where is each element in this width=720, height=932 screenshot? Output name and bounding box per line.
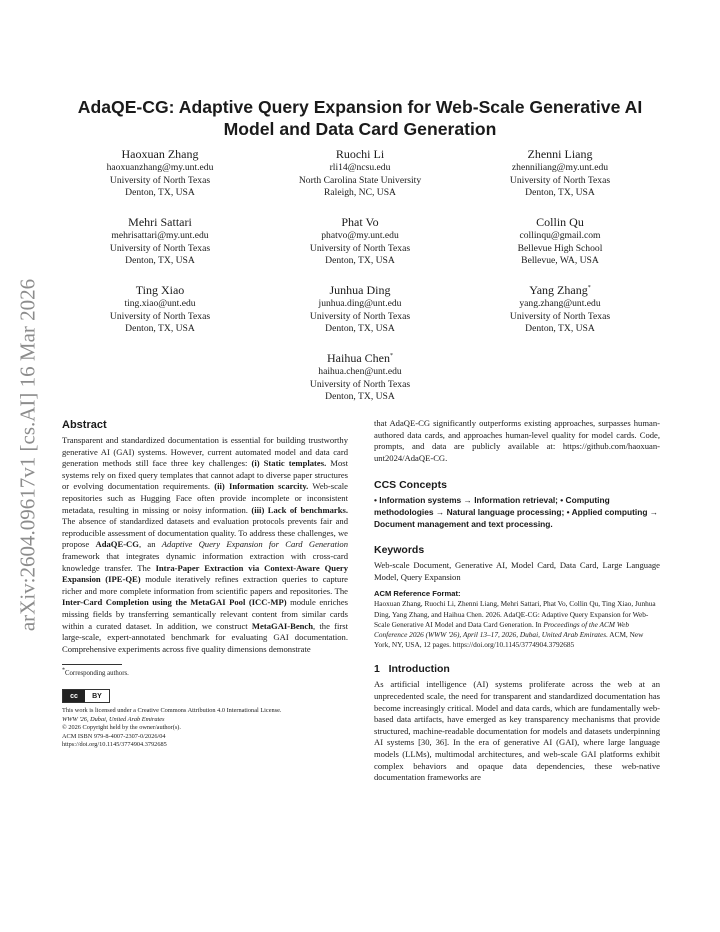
abstract-emphasis: Inter-Card Completion using the MetaGAI Pool (ICC-MP) — [62, 597, 287, 608]
acm-reference-heading: ACM Reference Format: — [374, 589, 461, 599]
author-email[interactable]: phatvo@my.unt.edu — [321, 230, 399, 241]
abstract-emphasis: (iii) Lack of benchmarks. — [251, 504, 348, 515]
license-block — [62, 707, 348, 749]
author-name: Phat Vo — [341, 215, 379, 229]
author-entry — [460, 283, 660, 336]
author-affiliation: University of North Texas — [109, 310, 211, 322]
author-affiliation: University of North Texas — [309, 310, 411, 322]
abstract-emphasis: Intra-Paper Extraction via Context-Aware Query Expansion (IPE-QE) — [62, 562, 348, 585]
abstract-heading: Abstract — [62, 419, 107, 431]
acm-reference-text: Haoxuan Zhang, Ruochi Li, Zhenni Liang, Mehri Sattari, Phat Vo, Collin Qu, Ting Xiao, Junhua Ding, Yang Zhang, and Haihua Chen. 2026. AdaQE-CG: Adaptive Query Expansion for Web-Scale Generative AI Model and Data Card Generation. In Proceedings of the ACM Web Conference 2026 (WWW '26), April 13–17, 2026, Dubai, United Arab Emirates. ACM, New York, NY, USA, 12 pages. https://doi.org/10.1145/3774904.3792685 — [374, 599, 656, 650]
abstract-run: , an — [138, 539, 162, 550]
author-location: Denton, TX, USA — [325, 323, 395, 334]
right-column — [374, 418, 660, 784]
left-column — [62, 418, 348, 749]
author-affiliation: University of North Texas — [109, 174, 211, 186]
author-entry — [460, 147, 660, 200]
author-location: Denton, TX, USA — [325, 391, 395, 402]
corresponding-mark: * — [587, 285, 591, 291]
author-email[interactable]: junhua.ding@unt.edu — [318, 298, 402, 309]
arxiv-identifier — [8, 260, 48, 650]
footnote-rule — [62, 664, 122, 665]
author-name: Haihua Chen* — [327, 351, 393, 365]
corresponding-mark: * — [389, 353, 393, 359]
abstract-text — [62, 435, 348, 655]
author-entry — [260, 283, 460, 336]
author-name: Ruochi Li — [335, 147, 385, 161]
author-name: Collin Qu — [536, 215, 584, 229]
abstract-run: Most systems rely on fixed query templates that cannot adapt to diverse paper structures or evolving documentation requirements. — [62, 458, 348, 492]
author-location: Denton, TX, USA — [325, 255, 395, 266]
license-venue: WWW '26, Dubai, United Arab Emirates — [62, 715, 165, 723]
author-affiliation: University of North Texas — [509, 310, 611, 322]
author-entry — [260, 351, 460, 404]
author-entry — [60, 215, 260, 268]
author-email[interactable]: collinqu@gmail.com — [519, 230, 601, 241]
paper-title: AdaQE-CG: Adaptive Query Expansion for Web-Scale Generative AI Model and Data Card Generation — [77, 97, 643, 139]
author-entry — [260, 147, 460, 200]
author-email[interactable]: rli14@ncsu.edu — [329, 162, 391, 173]
author-entry — [460, 215, 660, 268]
abstract-run: Transparent and standardized documentation is essential for building trustworthy generative AI (GAI) systems. However, current automated model and data card generation methods still face three key challenges: — [62, 435, 348, 469]
arxiv-identifier-text: arXiv:2604.09617v1 [cs.AI] 16 Mar 2026 — [15, 278, 40, 632]
abstract-run: , the first large-scale, expert-annotated benchmark for evaluating GAI documentation. Comprehensive experiments across five quality dimensions demonstrate — [62, 620, 348, 654]
author-email[interactable]: zhenniliang@my.unt.edu — [511, 162, 609, 173]
author-name: Junhua Ding — [329, 283, 391, 297]
author-affiliation: University of North Texas — [509, 174, 611, 186]
author-email[interactable]: ting.xiao@unt.edu — [124, 298, 196, 309]
author-email[interactable]: haoxuanzhang@my.unt.edu — [106, 162, 214, 173]
author-location: Denton, TX, USA — [525, 187, 595, 198]
author-email[interactable]: mehrisattari@my.unt.edu — [111, 230, 209, 241]
author-affiliation: North Carolina State University — [298, 174, 422, 186]
license-line: This work is licensed under a Creative Commons Attribution 4.0 International License. — [62, 707, 282, 715]
abstract-run: module enriches missing fields by transferring semantically relevant content from similar cards within a curated dataset. In addition, we construct — [62, 597, 348, 631]
author-location: Denton, TX, USA — [125, 255, 195, 266]
abstract-run: The absence of standardized datasets and evaluation protocols prevents fair and reproducible assessment of documentation quality. To address these challenges, we propose — [62, 516, 348, 550]
author-name: Mehri Sattari — [128, 215, 192, 229]
author-entry — [60, 147, 260, 200]
author-location: Bellevue, WA, USA — [521, 255, 599, 266]
abstract-emphasis: MetaGAI-Bench — [251, 620, 314, 631]
abstract-emphasis: AdaQE-CG — [95, 539, 139, 550]
author-affiliation: University of North Texas — [309, 378, 411, 390]
author-entry — [60, 283, 260, 336]
abstract-run: module iteratively refines extraction queries to capture richer and more complete information from scientific papers and repositories. The — [62, 574, 348, 596]
abstract-run: framework that integrates dynamic information extraction with cross-card knowledge transfer. The — [62, 550, 348, 573]
abstract-run: Web-scale repositories such as Hugging Face often provide incomplete or inconsistent metadata, resulting in missing or noisy information. — [62, 481, 348, 515]
introduction-text: As artificial intelligence (AI) systems proliferate across the web at an unprecedented scale, the need for transparent and standardized documentation has become increasingly critical. Model and data cards, which are fundamentally web-based data artifacts, have emerged as key transparency mechanisms that provide structured, machine-readable documentation for models and datasets underpinning AI systems [30, 36]. In the era of generative AI (GAI), where large language models (LLMs), multimodal architectures, and web-scale GAI platforms exhibit complex behaviors and opaque data dependencies, these web-native documentation frameworks are — [374, 679, 660, 783]
author-affiliation: University of North Texas — [309, 242, 411, 254]
author-email[interactable]: yang.zhang@unt.edu — [519, 298, 601, 309]
author-name: Zhenni Liang — [527, 147, 593, 161]
author-name: Ting Xiao — [135, 283, 185, 297]
introduction-heading: 1 Introduction — [374, 663, 450, 676]
author-location: Raleigh, NC, USA — [324, 187, 396, 198]
abstract-emphasis: (ii) Information scarcity. — [214, 481, 309, 492]
abstract-italic: Adaptive Query Expansion for Card Generation — [161, 539, 348, 550]
corresponding-footnote: *Corresponding authors. — [62, 668, 129, 678]
ccs-text: • Information systems → Information retrieval; • Computing methodologies → Natural language processing; • Applied computing → Document management and text processing. — [374, 495, 659, 529]
license-isbn: ACM ISBN 979-8-4007-2307-0/2026/04 — [62, 732, 166, 740]
abstract-emphasis: (i) Static templates. — [251, 458, 327, 469]
author-name: Haoxuan Zhang — [121, 147, 199, 161]
keywords-heading: Keywords — [374, 544, 425, 557]
author-entry — [260, 215, 460, 268]
license-doi[interactable]: https://doi.org/10.1145/3774904.3792685 — [62, 740, 167, 748]
author-location: Denton, TX, USA — [525, 323, 595, 334]
author-location: Denton, TX, USA — [125, 187, 195, 198]
author-affiliation: University of North Texas — [109, 242, 211, 254]
abstract-continuation: that AdaQE-CG significantly outperforms existing approaches, surpasses human-authored data cards, and approaches human-level quality for model cards. Code, prompts, and data are publicly available at: https://github.com/haoxuan-unt2024/AdaQE-CG. — [374, 418, 660, 463]
keywords-text: Web-scale Document, Generative AI, Model Card, Data Card, Large Language Model, Query Expansion — [374, 560, 660, 582]
author-name: Yang Zhang* — [529, 283, 591, 297]
cc-by-license-icon: cc BY — [62, 689, 110, 703]
author-location: Denton, TX, USA — [125, 323, 195, 334]
ccs-heading: CCS Concepts — [374, 479, 447, 492]
author-email[interactable]: haihua.chen@unt.edu — [318, 366, 402, 377]
author-affiliation: Bellevue High School — [517, 242, 603, 254]
license-copyright: © 2026 Copyright held by the owner/author(s). — [62, 724, 181, 732]
